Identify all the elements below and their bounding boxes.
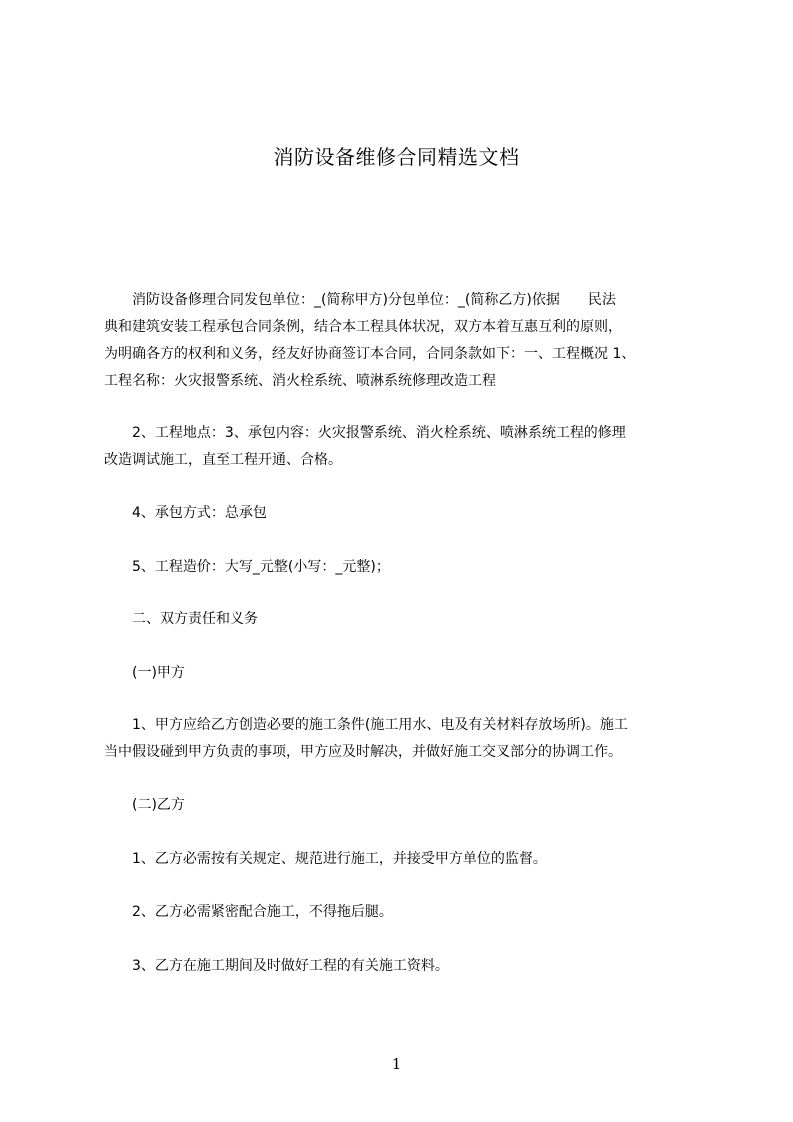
text-line: 工程名称：火灾报警系统、消火栓系统、喷淋系统修理改造工程 [104, 373, 496, 389]
text-line: 4、承包方式：总承包 [104, 505, 267, 521]
section-heading-responsibilities [104, 606, 704, 633]
paragraph-contract-price [104, 554, 704, 581]
text-line: 2、乙方必需紧密配合施工，不得拖后腿。 [104, 904, 393, 920]
text-line: 改造调试施工，直至工程开通、合格。 [104, 452, 342, 468]
text-line: 当中假设碰到甲方负责的事项，甲方应及时解决，并做好施工交叉部分的协调工作。 [104, 744, 622, 760]
paragraph-party-a-duty-1 [104, 712, 704, 766]
text-line: 典和建筑安装工程承包合同条例，结合本工程具体状况，双方本着互惠互利的原则， [104, 319, 622, 335]
text-line: (一)甲方 [104, 665, 185, 681]
text-line: 5、工程造价：大写_元整(小写：_元整)； [104, 559, 390, 575]
text-line: 消防设备修理合同发包单位：_(简称甲方)分包单位：_(简称乙方)依据 民法 [104, 292, 616, 308]
paragraph-location-scope [104, 420, 704, 474]
text-line: 3、乙方在施工期间及时做好工程的有关施工资料。 [104, 958, 449, 974]
paragraph-party-b-duty-1 [104, 846, 704, 873]
subsection-heading-party-a [104, 660, 704, 687]
text-line: 1、甲方应给乙方创造必要的施工条件(施工用水、电及有关材料存放场所)。施工 [104, 717, 628, 733]
text-line: 2、工程地点：3、承包内容：火灾报警系统、消火栓系统、喷淋系统工程的修理 [104, 425, 626, 441]
text-line: 为明确各方的权利和义务，经友好协商签订本合同，合同条款如下：一、工程概况 1、 [104, 346, 636, 362]
paragraph-party-b-duty-2 [104, 899, 704, 926]
page-number: 1 [391, 1055, 402, 1073]
text-line: (二)乙方 [104, 797, 185, 813]
subsection-heading-party-b [104, 792, 704, 819]
document-title: 消防设备维修合同精选文档 [273, 145, 520, 169]
text-line: 二、双方责任和义务 [104, 611, 258, 627]
paragraph-contract-method [104, 500, 704, 527]
paragraph-party-b-duty-3 [104, 953, 704, 980]
paragraph-intro [104, 287, 704, 395]
text-line: 1、乙方必需按有关规定、规范进行施工，并接受甲方单位的监督。 [104, 851, 547, 867]
